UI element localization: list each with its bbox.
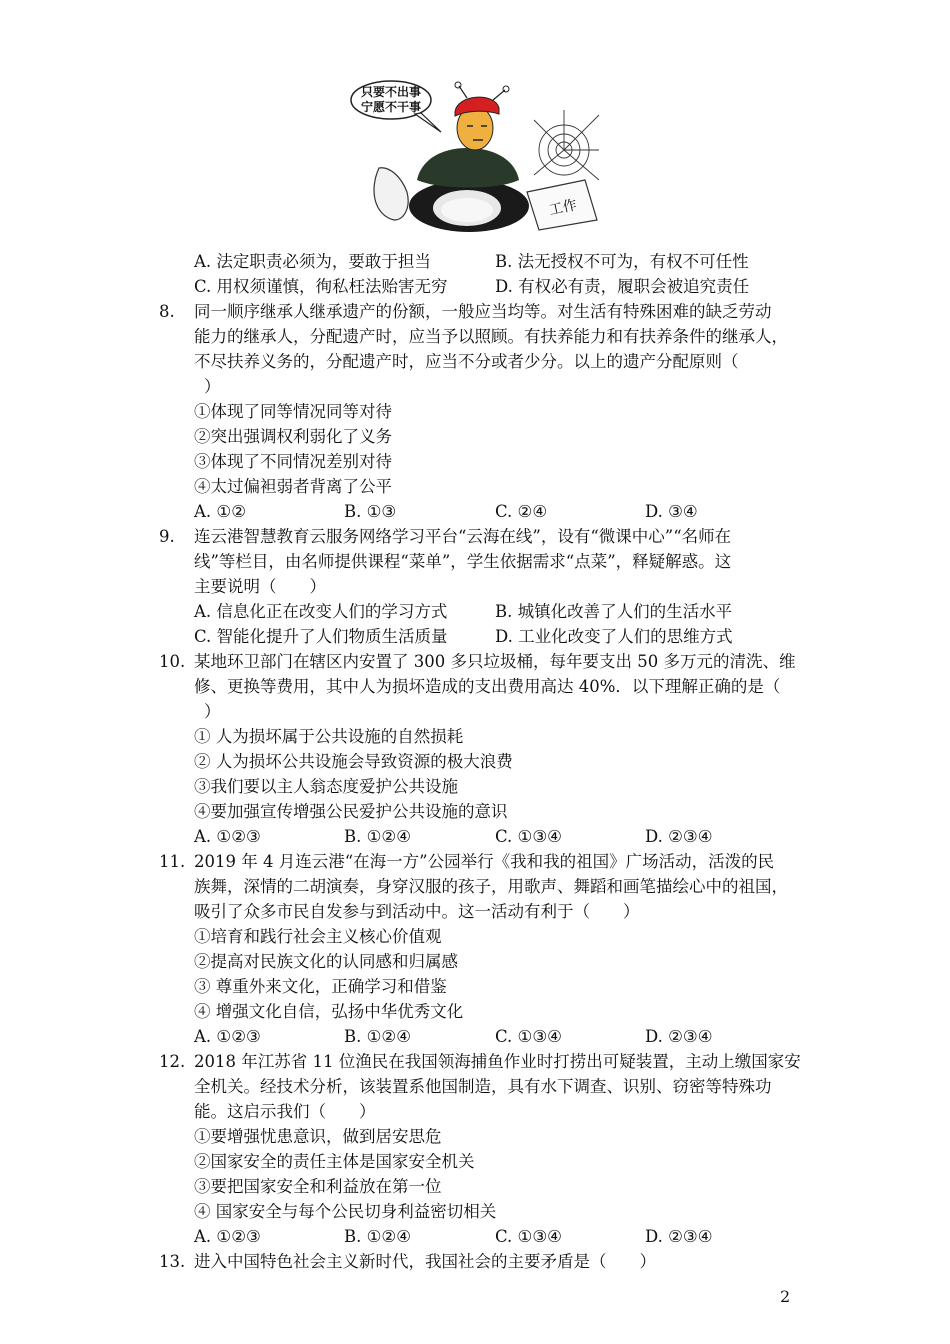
q11-stem-line: 2019 年 4 月连云港“在海一方”公园举行《我和我的祖国》广场活动，活泼的民: [194, 852, 775, 871]
q9-option-c: C. 智能化提升了人们物质生活质量: [194, 627, 448, 646]
q9-stem-line: 连云港智慧教育云服务网络学习平台“云海在线”，设有“微课中心”“名师在: [194, 527, 732, 546]
q8-item: ②突出强调权利弱化了义务: [194, 427, 392, 446]
q11-option-a: A. ①②③: [194, 1027, 261, 1046]
q11-option-d: D. ②③④: [645, 1027, 713, 1046]
q10-stem-line: 某地环卫部门在辖区内安置了 300 多只垃圾桶，每年要支出 50 多万元的清洗、维: [194, 652, 796, 671]
cartoon-illustration: [349, 80, 601, 232]
q8-stem-line: 同一顺序继承人继承遗产的份额，一般应当均等。对生活有特殊困难的缺乏劳动: [194, 302, 772, 321]
q9-stem-line: 线”等栏目，由名师提供课程“菜单”，学生依据需求“点菜”，释疑解惑。这: [194, 552, 732, 571]
q12-item: ②国家安全的责任主体是国家安全机关: [194, 1152, 475, 1171]
q10-item: ③我们要以主人翁态度爱护公共设施: [194, 777, 458, 796]
q11-item: ④ 增强文化自信，弘扬中华优秀文化: [194, 1002, 464, 1021]
paper-text: 工作: [547, 197, 579, 219]
q10-stem-line: ）: [204, 702, 221, 721]
q7-option-c: C. 用权须谨慎，徇私枉法贻害无穷: [194, 277, 448, 296]
q8-stem-line: ）: [204, 377, 221, 396]
q9-option-b: B. 城镇化改善了人们的生活水平: [495, 602, 733, 621]
q12-stem-line: 2018 年江苏省 11 位渔民在我国领海捕鱼作业时打捞出可疑装置，主动上缴国家安: [194, 1052, 801, 1071]
q12-option-a: A. ①②③: [194, 1227, 261, 1246]
q12-item: ③要把国家安全和利益放在第一位: [194, 1177, 442, 1196]
q13-stem-line: 进入中国特色社会主义新时代，我国社会的主要矛盾是（ ）: [194, 1252, 656, 1271]
q10-number: 10.: [159, 652, 186, 671]
q11-option-c: C. ①③④: [495, 1027, 562, 1046]
q9-stem-line: 主要说明（ ）: [194, 577, 326, 596]
q10-option-a: A. ①②③: [194, 827, 261, 846]
q8-item: ④太过偏袒弱者背离了公平: [194, 477, 392, 496]
q12-number: 12.: [159, 1052, 186, 1071]
q10-item: ④要加强宣传增强公民爱护公共设施的意识: [194, 802, 508, 821]
q10-option-b: B. ①②④: [344, 827, 411, 846]
q10-option-c: C. ①③④: [495, 827, 562, 846]
q10-item: ① 人为损坏属于公共设施的自然损耗: [194, 727, 464, 746]
q8-option-b: B. ①③: [344, 502, 397, 521]
q12-option-d: D. ②③④: [645, 1227, 713, 1246]
q13-number: 13.: [159, 1252, 186, 1271]
q8-option-d: D. ③④: [645, 502, 698, 521]
q8-item: ①体现了同等情况同等对待: [194, 402, 392, 421]
q10-option-d: D. ②③④: [645, 827, 713, 846]
q7-option-a: A. 法定职责必须为，要敢于担当: [194, 252, 431, 271]
q7-option-b: B. 法无授权不可为，有权不可任性: [495, 252, 749, 271]
speech-line-1: 只要不出事: [360, 85, 422, 99]
q8-option-c: C. ②④: [495, 502, 548, 521]
q11-item: ①培育和践行社会主义核心价值观: [194, 927, 442, 946]
q11-item: ③ 尊重外来文化，正确学习和借鉴: [194, 977, 447, 996]
q8-item: ③体现了不同情况差别对待: [194, 452, 392, 471]
q11-item: ②提高对民族文化的认同感和归属感: [194, 952, 458, 971]
q11-number: 11.: [159, 852, 186, 871]
q8-number: 8.: [159, 302, 175, 321]
q12-item: ①要增强忧患意识，做到居安思危: [194, 1127, 442, 1146]
q12-option-b: B. ①②④: [344, 1227, 411, 1246]
q9-number: 9.: [159, 527, 175, 546]
page-number: 2: [780, 1287, 791, 1306]
q8-option-a: A. ①②: [194, 502, 246, 521]
q11-stem-line: 吸引了众多市民自发参与到活动中。这一活动有利于（ ）: [194, 902, 640, 921]
q12-stem-line: 能。这启示我们（ ）: [194, 1102, 376, 1121]
q11-option-b: B. ①②④: [344, 1027, 411, 1046]
q11-stem-line: 族舞，深情的二胡演奏，身穿汉服的孩子，用歌声、舞蹈和画笔描绘心中的祖国，: [194, 877, 788, 896]
q10-item: ② 人为损坏公共设施会导致资源的极大浪费: [194, 752, 513, 771]
speech-line-2: 宁愿不干事: [360, 100, 422, 114]
q9-option-d: D. 工业化改变了人们的思维方式: [495, 627, 733, 646]
q12-item: ④ 国家安全与每个公民切身利益密切相关: [194, 1202, 497, 1221]
q12-option-c: C. ①③④: [495, 1227, 562, 1246]
q9-option-a: A. 信息化正在改变人们的学习方式: [194, 602, 448, 621]
q8-stem-line: 不尽扶养义务的，分配遗产时，应当不分或者少分。以上的遗产分配原则（: [194, 352, 739, 371]
q7-option-d: D. 有权必有责，履职会被追究责任: [495, 277, 750, 296]
q12-stem-line: 全机关。经技术分析，该装置系他国制造，具有水下调查、识别、窃密等特殊功: [194, 1077, 772, 1096]
q8-stem-line: 能力的继承人，分配遗产时，应当予以照顾。有扶养能力和有扶养条件的继承人，: [194, 327, 788, 346]
q10-stem-line: 修、更换等费用，其中人为损坏造成的支出费用高达 40%．以下理解正确的是（: [194, 677, 781, 696]
